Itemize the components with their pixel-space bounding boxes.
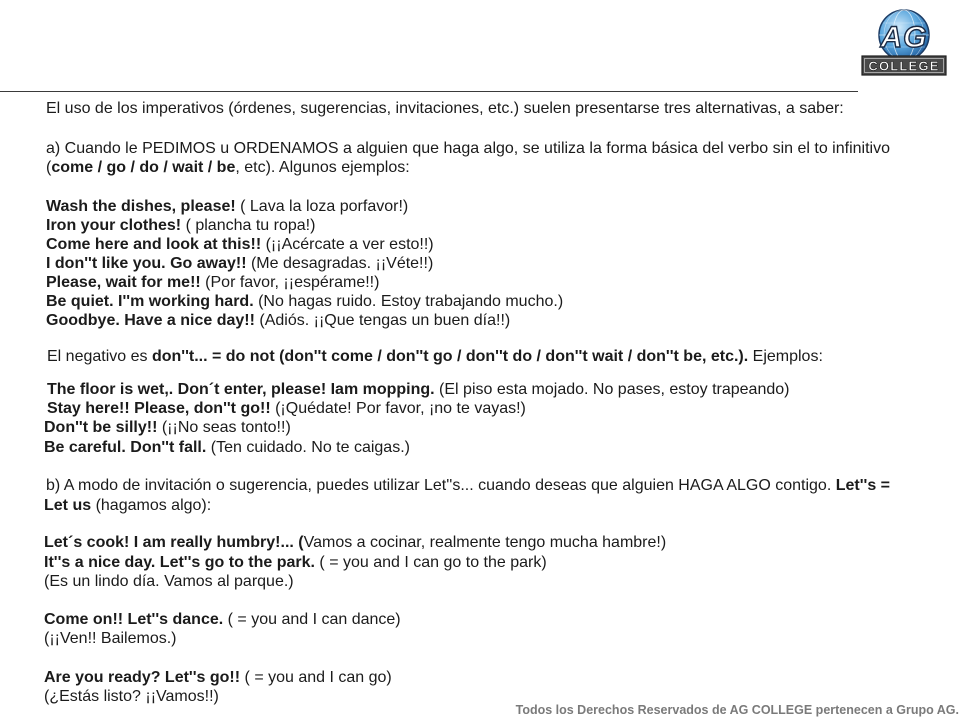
intro-text: El uso de los imperativos (órdenes, sugerencias, invitaciones, etc.) suelen presentarse tres alternativas, a saber: (46, 100, 844, 117)
example-english: Don''t be silly!! (44, 419, 158, 436)
section-a-line-2 (46, 158, 410, 177)
example-spanish: (Me desagradas. ¡¡Véte!!) (246, 255, 434, 272)
text-segment: , etc). Algunos ejemplos: (235, 159, 410, 176)
example-line (46, 197, 408, 216)
example-spanish: (El piso esta mojado. No pases, estoy trapeando) (434, 381, 790, 398)
section-a-line-1: a) Cuando le PEDIMOS u ORDENAMOS a alguien que haga algo, se utiliza la forma básica del verbo sin el to infinitivo (46, 140, 890, 157)
example-english: I don''t like you. Go away!! (46, 255, 247, 272)
example-spanish: (¡¡Acércate a ver esto!!) (261, 236, 434, 253)
example-english: Wash the dishes, please! (46, 198, 236, 215)
example-spanish: (¡¡No seas tonto!!) (157, 419, 291, 436)
example-spanish: (Adiós. ¡¡Que tengas un buen día!!) (254, 312, 511, 329)
example-translation: (¿Estás listo? ¡¡Vamos!!) (44, 688, 219, 705)
example-english: Let´s cook! I am really humbry!... ( (44, 534, 304, 551)
example-spanish: (¡Quédate! Por favor, ¡no te vayas!) (270, 400, 526, 417)
negative-intro (47, 347, 823, 366)
lets-expansion: Let us (44, 497, 92, 514)
header-divider (0, 91, 858, 92)
example-english: Are you ready? Let''s go!! (44, 669, 241, 686)
example-translation: (Es un lindo día. Vamos al parque.) (44, 573, 294, 590)
example-line (44, 553, 547, 572)
example-spanish: ( plancha tu ropa!) (181, 217, 316, 234)
text-segment: Ejemplos: (748, 348, 823, 365)
example-english: The floor is wet,. Don´t enter, please! Iam mopping. (47, 381, 435, 398)
example-line (47, 399, 526, 418)
example-line (44, 418, 291, 437)
example-note: ( = you and I can go to the park) (314, 554, 547, 571)
example-line (47, 380, 789, 399)
example-spanish: (Por favor, ¡¡espérame!!) (200, 274, 380, 291)
verb-list: come / go / do / wait / be (51, 159, 236, 176)
negative-rule: don''t... = do not (don''t come / don''t go / don''t do / don''t wait / don''t be, etc.). (151, 348, 749, 365)
example-english: Please, wait for me!! (46, 274, 201, 291)
example-line (46, 273, 379, 292)
example-english: Come here and look at this!! (46, 236, 262, 253)
ag-college-logo (858, 5, 950, 81)
example-note: ( = you and I can dance) (223, 611, 401, 628)
text-segment: b) A modo de invitación o sugerencia, puedes utilizar Let''s... cuando deseas que alguien HAGA ALGO contigo. (46, 477, 836, 494)
example-english: Be quiet. I''m working hard. (46, 293, 254, 310)
example-translation: (¡¡Ven!! Bailemos.) (44, 630, 177, 647)
logo-wordmark: COLLEGE (868, 58, 940, 74)
example-english: Be careful. Don''t fall. (44, 439, 207, 456)
section-b-line-1 (46, 476, 890, 495)
example-english: Iron your clothes! (46, 217, 182, 234)
example-line (44, 438, 410, 457)
example-spanish: (No hagas ruido. Estoy trabajando mucho.) (253, 293, 564, 310)
example-line (46, 254, 433, 273)
text-segment: (hagamos algo): (91, 497, 212, 514)
example-english: Stay here!! Please, don''t go!! (47, 400, 271, 417)
section-b-line-2 (44, 496, 211, 515)
example-spanish: (Ten cuidado. No te caigas.) (206, 439, 410, 456)
text-segment: El negativo es (47, 348, 152, 365)
example-line (46, 311, 510, 330)
text-segment: ( (46, 159, 52, 176)
example-english: It''s a nice day. Let''s go to the park. (44, 554, 315, 571)
example-line (46, 292, 563, 311)
example-line (46, 216, 315, 235)
example-line (44, 668, 392, 687)
logo-letters: AG (880, 21, 928, 54)
example-english: Come on!! Let''s dance. (44, 611, 224, 628)
example-line (46, 235, 434, 254)
example-english: Goodbye. Have a nice day!! (46, 312, 255, 329)
example-note: Vamos a cocinar, realmente tengo mucha hambre!) (303, 534, 667, 551)
example-line (44, 533, 666, 552)
example-note: ( = you and I can go) (240, 669, 392, 686)
example-line (44, 610, 401, 629)
lets-definition: Let''s = (835, 477, 891, 494)
example-spanish: ( Lava la loza porfavor!) (235, 198, 409, 215)
copyright-footer: Todos los Derechos Reservados de AG COLLEGE pertenecen a Grupo AG. (515, 703, 959, 717)
